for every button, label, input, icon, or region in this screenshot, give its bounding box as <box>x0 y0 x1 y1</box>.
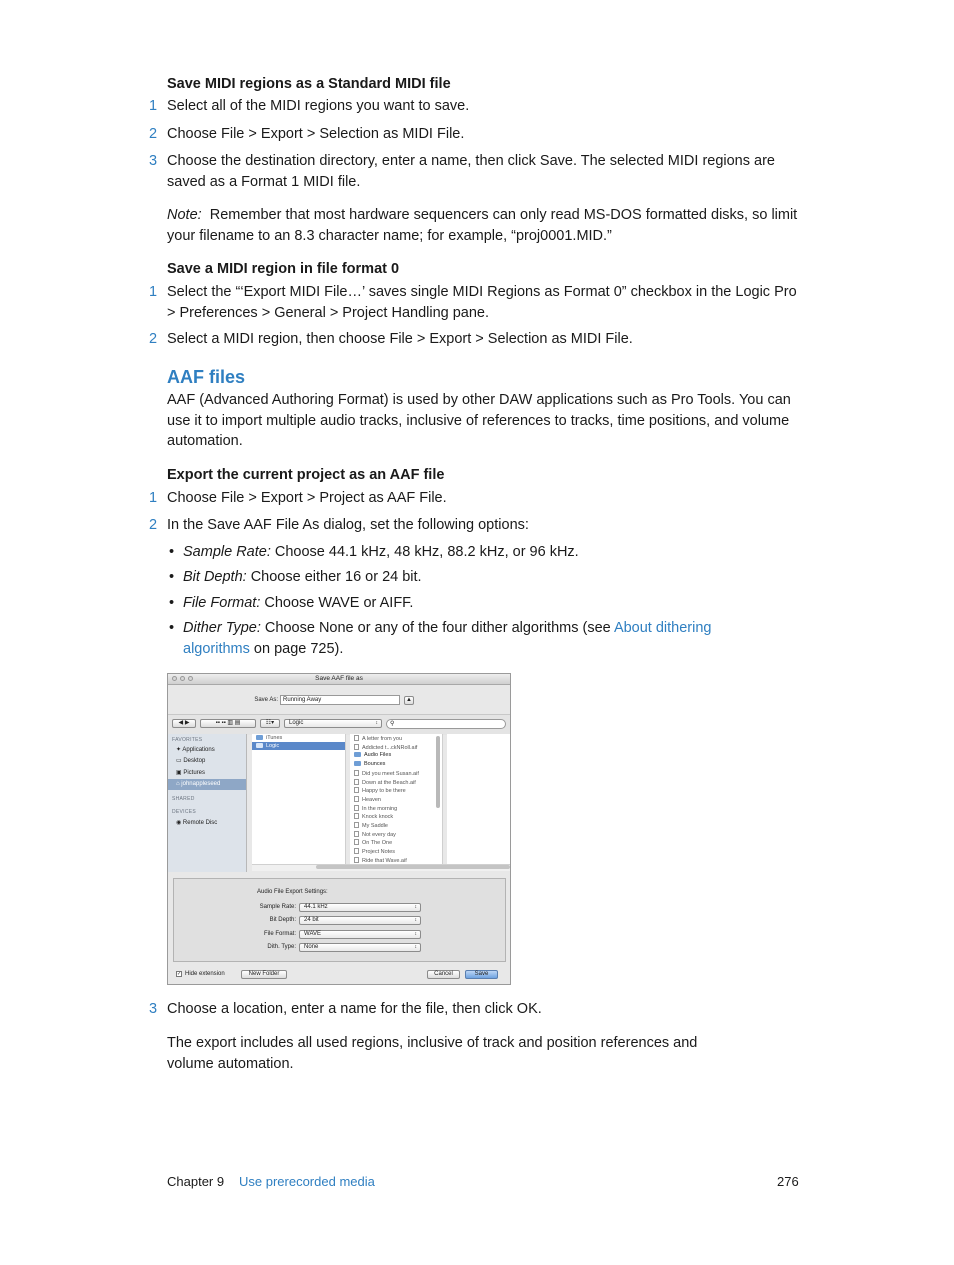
sidebar-item-desktop[interactable] <box>176 757 205 764</box>
sidebar-favorites-header: FAVORITES <box>172 737 203 743</box>
document-icon <box>354 813 359 819</box>
bullet-text: Choose WAVE or AIFF. <box>260 595 414 611</box>
list-item[interactable] <box>354 831 396 838</box>
list-item[interactable] <box>354 839 392 846</box>
bullet-dot: • <box>169 569 175 585</box>
list-item-label: My Saddle <box>362 823 388 829</box>
bullet-label: Sample Rate: <box>183 544 271 560</box>
document-icon <box>354 822 359 828</box>
bullet-dot: • <box>169 544 175 560</box>
browser-column-3 <box>447 734 511 864</box>
section-title-aaf-files: AAF files <box>167 367 246 387</box>
note <box>167 205 802 246</box>
folder-icon <box>354 761 361 766</box>
view-mode-buttons[interactable]: ▪▪ ▪▪ ▥ ▤ <box>200 719 256 728</box>
sidebar-item-label: Desktop <box>183 758 206 764</box>
list-item-label: Down at the Beach.aif <box>362 779 416 786</box>
file-format-popup[interactable]: WAVE ↕ <box>299 930 421 939</box>
document-icon <box>354 848 359 854</box>
step-text: Select the “‘Export MIDI File…’ saves single MIDI Regions as Format 0” checkbox in the Logic Pro > Preferences > General > Project Handling pane. <box>167 284 797 321</box>
save-aaf-dialog <box>167 673 511 985</box>
bullet-sample-rate <box>183 542 793 563</box>
disc-icon: ◉ <box>176 820 182 826</box>
hide-extension-label: Hide extension <box>185 971 225 977</box>
sidebar-item-label: Pictures <box>183 770 206 776</box>
document-icon <box>354 831 359 837</box>
step-text: Select a MIDI region, then choose File > Export > Selection as MIDI File. <box>167 331 633 347</box>
step-number: 1 <box>149 490 158 506</box>
applications-icon: ✦ <box>176 747 182 753</box>
pictures-icon: ▣ <box>176 770 182 776</box>
document-icon <box>354 735 359 741</box>
document-icon <box>354 770 359 776</box>
bullet-text: Choose 44.1 kHz, 48 kHz, 88.2 kHz, or 96 kHz. <box>270 544 579 560</box>
sidebar-item-remote-disc[interactable] <box>176 819 217 826</box>
step-number: 3 <box>149 1001 158 1017</box>
list-item[interactable] <box>354 744 417 751</box>
list-item-label: Audio Files <box>364 752 392 759</box>
list-item-label: iTunes <box>266 735 283 741</box>
bullet-text: Choose either 16 or 24 bit. <box>246 569 422 585</box>
bullet-dither-type <box>183 618 743 659</box>
browser-column-1 <box>252 734 346 864</box>
bullet-dot: • <box>169 595 175 611</box>
list-item-label: In the morning <box>362 805 398 812</box>
location-popup[interactable]: Logic ↕ <box>284 719 382 728</box>
save-button[interactable]: Save <box>465 970 498 979</box>
list-item-label: Not every day <box>362 831 396 838</box>
sidebar-item-label: johnappleseed <box>181 781 221 787</box>
list-item[interactable] <box>354 848 395 855</box>
list-item-label: Heaven <box>362 796 381 803</box>
step-text: Choose a location, enter a name for the file, then click OK. <box>167 1001 542 1017</box>
footer-page-number: 276 <box>777 1174 799 1189</box>
list-item-label: Addicted t...ckNRoll.aif <box>362 744 418 751</box>
horizontal-scrollbar[interactable] <box>316 865 510 869</box>
sidebar <box>168 734 247 872</box>
list-item[interactable] <box>354 770 419 777</box>
step-text: Choose the destination directory, enter a name, then click Save. The selected MIDI regions are saved as a Format 1 MIDI file. <box>167 153 775 190</box>
list-item-label: Bounces <box>364 761 386 768</box>
footer-chapter-link[interactable]: Use prerecorded media <box>239 1174 375 1189</box>
step-number: 1 <box>149 284 158 300</box>
list-item[interactable] <box>354 805 397 812</box>
list-item-label: Logic <box>266 743 280 749</box>
step-number: 2 <box>149 331 158 347</box>
list-item[interactable] <box>354 761 385 767</box>
aaf-intro: AAF (Advanced Authoring Format) is used by other DAW applications such as Pro Tools. You can use it to import multiple audio tracks, inclusive of references to tracks, time positions, and volume automation. <box>167 392 791 449</box>
sidebar-item-label: Applications <box>182 747 215 753</box>
sample-rate-popup[interactable]: 44.1 kHz ↕ <box>299 903 421 912</box>
expand-toggle-button[interactable]: ▲ <box>404 696 414 705</box>
search-field[interactable]: ⚲ <box>386 719 506 729</box>
list-item[interactable] <box>354 779 416 786</box>
desktop-icon: ▭ <box>176 758 182 764</box>
note-text: Remember that most hardware sequencers can only read MS-DOS formatted disks, so limit your filename to an 8.3 character name; for example, “proj0001.MID.” <box>167 207 798 244</box>
closing-paragraph: The export includes all used regions, inclusive of track and position references and volume automation. <box>167 1035 698 1072</box>
sidebar-devices-header: DEVICES <box>172 809 197 815</box>
footer-chapter: Chapter 9 <box>167 1174 225 1189</box>
heading-save-standard-midi: Save MIDI regions as a Standard MIDI file <box>167 76 451 92</box>
bullet-text: Choose None or any of the four dither algorithms (see <box>260 620 614 636</box>
note-label: Note: <box>167 207 202 223</box>
heading-export-aaf: Export the current project as an AAF file <box>167 467 445 483</box>
list-item-logic[interactable] <box>256 743 279 749</box>
list-item[interactable] <box>354 735 402 742</box>
document-icon <box>354 796 359 802</box>
file-format-label: File Format: <box>263 931 296 937</box>
bullet-dot: • <box>169 620 175 636</box>
cancel-button[interactable]: Cancel <box>427 970 460 979</box>
vertical-scrollbar[interactable] <box>436 736 440 808</box>
dither-type-label: Dith. Type: <box>267 944 296 950</box>
sidebar-shared-header: SHARED <box>172 796 195 802</box>
list-item[interactable] <box>354 822 388 829</box>
browser-column-2 <box>350 734 443 864</box>
save-as-input[interactable]: Running Away <box>280 695 400 705</box>
list-item[interactable] <box>354 796 381 803</box>
step-text: Select all of the MIDI regions you want to save. <box>167 98 470 114</box>
step-text: In the Save AAF File As dialog, set the following options: <box>167 517 529 533</box>
list-item-label: Project Notes <box>362 849 396 856</box>
hide-extension-checkbox[interactable]: ✓ <box>177 971 182 977</box>
document-icon <box>354 839 359 845</box>
step-number: 1 <box>149 98 158 114</box>
list-item[interactable] <box>354 813 393 820</box>
sidebar-item-label: Remote Disc <box>182 820 218 826</box>
bullet-file-format <box>183 593 793 614</box>
list-item-label: Did you meet Susan.aif <box>362 770 419 777</box>
dialog-title: Save AAF file as <box>315 675 363 682</box>
step-text: Choose File > Export > Project as AAF File. <box>167 490 447 506</box>
about-dithering-link[interactable]: About dithering algorithms <box>183 620 712 657</box>
save-as-label: Save As: <box>254 697 278 703</box>
folder-icon <box>256 743 263 748</box>
bullet-text: on page 725). <box>249 640 344 657</box>
list-item[interactable] <box>354 857 407 864</box>
sidebar-item-pictures[interactable] <box>176 769 205 776</box>
bullet-label: Bit Depth: <box>183 569 247 585</box>
document-icon <box>354 787 359 793</box>
document-icon <box>354 779 359 785</box>
folder-icon <box>354 752 361 757</box>
sidebar-item-johnappleseed[interactable] <box>176 781 220 787</box>
bit-depth-label: Bit Depth: <box>269 917 296 923</box>
new-folder-button[interactable]: New Folder <box>241 970 287 979</box>
document-icon <box>354 857 359 863</box>
dialog-titlebar <box>168 674 510 685</box>
bullet-label: Dither Type: <box>183 620 261 636</box>
home-icon: ⌂ <box>176 781 180 787</box>
dither-type-popup[interactable]: None ↕ <box>299 943 421 952</box>
list-item[interactable] <box>354 752 391 758</box>
list-item-label: Ride that Wave.aif <box>362 857 407 864</box>
list-item-itunes[interactable] <box>256 735 282 741</box>
settings-title: Audio File Export Settings: <box>257 889 328 895</box>
step-text: Choose File > Export > Selection as MIDI File. <box>167 126 465 142</box>
bullet-bit-depth <box>183 567 793 588</box>
step-number: 3 <box>149 153 158 169</box>
bit-depth-popup[interactable]: 24 bit ↕ <box>299 916 421 925</box>
list-item-label: A letter from you <box>362 736 403 742</box>
sample-rate-label: Sample Rate: <box>259 904 296 910</box>
step-number: 2 <box>149 517 158 533</box>
arrange-button[interactable]: ☷▾ <box>260 719 280 728</box>
step-number: 2 <box>149 126 158 142</box>
heading-save-format-0: Save a MIDI region in file format 0 <box>167 261 400 277</box>
document-icon <box>354 805 359 811</box>
sidebar-item-applications[interactable] <box>176 746 215 753</box>
bullet-label: File Format: <box>183 595 261 611</box>
list-item-label: On The One <box>362 840 393 847</box>
list-item-label: Knock knock <box>362 814 394 821</box>
list-item-label: Happy to be there <box>362 788 406 795</box>
folder-icon <box>256 735 263 740</box>
list-item[interactable] <box>354 787 406 794</box>
document-icon <box>354 744 359 750</box>
back-forward-button[interactable]: ◀ ▶ <box>172 719 196 728</box>
